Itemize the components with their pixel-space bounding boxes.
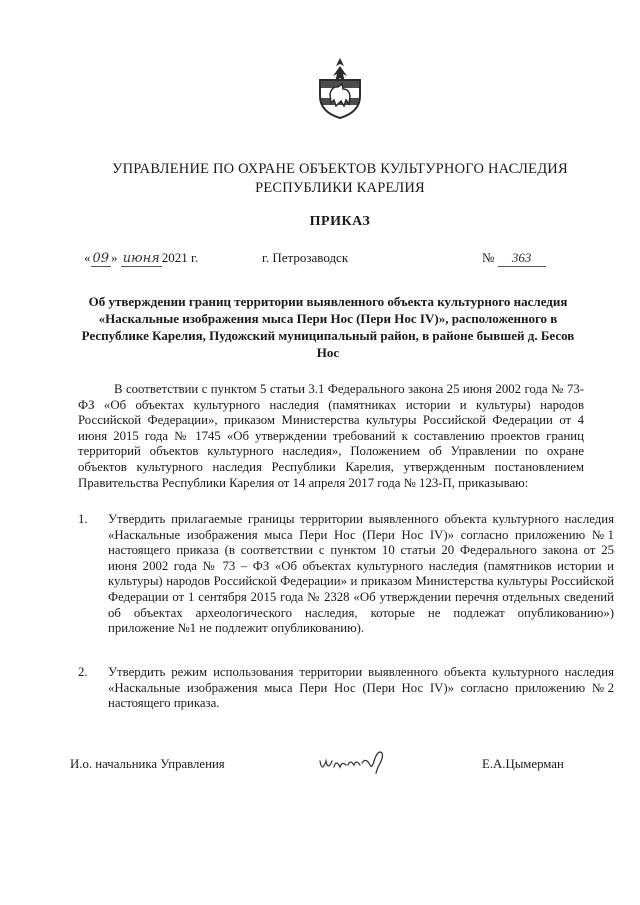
item-number: 1.	[78, 512, 88, 526]
order-preamble: В соответствии с пунктом 5 статьи 3.1 Федерального закона 25 июня 2002 года № 73-ФЗ «Об объектах культурного наследия (памятниках истории и культуры) народов Российской Федерации», приказом Министерства культуры Российской Федерации от 4 июня 2015 года № 1745 «Об утверждении требований к составлению проектов границ территорий объектов культурного наследия», Положением об Управлении по охране объектов культурного наследия Республики Карелия, утвержденным постановлением Правительства Республики Карелия от 14 апреля 2017 года № 123-П, приказываю:	[78, 382, 584, 490]
date-day: 09	[92, 251, 110, 266]
order-city: г. Петрозаводск	[262, 250, 349, 265]
item-text: Утвердить режим использования территории выявленного объекта культурного наследия «Наскальные изображения мыса Пери Нос (Пери Нос IV)» согласно приложению №2 настоящего приказа.	[108, 665, 614, 711]
order-item-2	[78, 665, 614, 712]
order-subject: Об утверждении границ территории выявленного объекта культурного наследия «Наскальные изображения мыса Пери Нос (Пери Нос IV)», расположенного в Республике Карелия, Пудожский муниципальный район, в районе бывшей д. Бесов Нос	[81, 294, 575, 360]
order-title: ПРИКАЗ	[309, 214, 371, 229]
signatory-name: Е.А.Цымерман	[482, 757, 564, 771]
item-text: Утвердить прилагаемые границы территории выявленного объекта культурного наследия «Наскальные изображения мыса Пери Нос (Пери Нос IV)» согласно приложению №1 настоящего приказа (в соответствии с пунктом 10 статьи 20 Федерального закона от 25 июня 2002 года № 73 – ФЗ «Об объектах культурного наследия (памятников истории и культуры) народов Российской Федерации» и приказом Министерства культуры Российской Федерации от 1 сентября 2015 года № 2328 «Об утверждении перечня отдельных сведений об объектах археологического наследия, которые не подлежат опубликованию») приложение №1 не подлежит опубликованию).	[108, 512, 614, 636]
number-value: 363	[498, 250, 546, 267]
organization-line-1: УПРАВЛЕНИЕ ПО ОХРАНЕ ОБЪЕКТОВ КУЛЬТУРНОГО НАСЛЕДИЯ	[112, 161, 568, 177]
order-date	[84, 250, 198, 266]
number-label: №	[482, 250, 495, 265]
date-month: июня	[122, 251, 160, 266]
organization-line-2: РЕСПУБЛИКИ КАРЕЛИЯ	[255, 180, 425, 196]
handwritten-signature	[316, 747, 390, 779]
order-number	[482, 250, 546, 267]
item-number: 2.	[78, 665, 88, 679]
signatory-position: И.о. начальника Управления	[70, 757, 225, 771]
date-open-quote: «	[84, 250, 91, 265]
issuing-organization	[60, 160, 620, 198]
date-year: 2021 г.	[161, 250, 199, 265]
date-close-quote: »	[111, 250, 118, 265]
order-item-1	[78, 512, 614, 637]
karelia-coat-of-arms-icon	[316, 56, 364, 120]
